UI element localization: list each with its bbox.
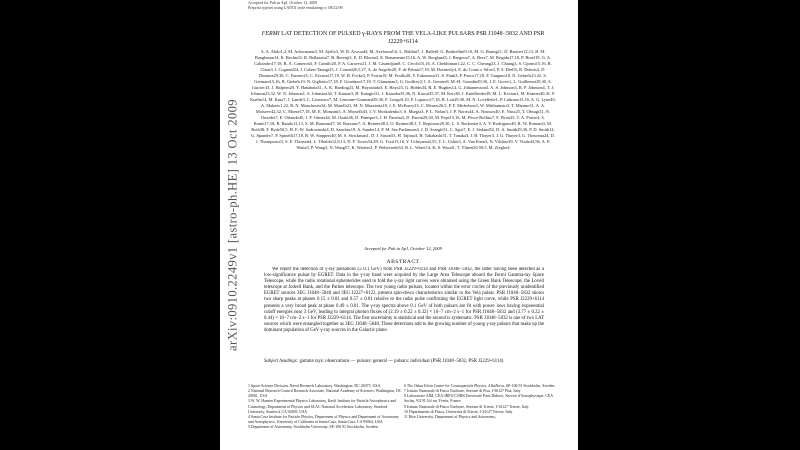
affiliation: 2 National Research Council Research Associate, National Academy of Sciences, Washington, DC 20001, USA xyxy=(248,389,402,399)
arxiv-id: arXiv:0910.2249v1 [astro-ph.HE] 13 Oct 2009 xyxy=(225,99,240,351)
subject-headings-text: gamma rays: observations — pulsars: general — pulsars: individual (PSR J1048−5832, PSR J2229+6114) xyxy=(299,359,504,364)
affiliation: 9 Istituto Nazionale di Fisica Nucleare, Sezione di Trieste, I-34127 Trieste, Italy xyxy=(404,404,529,409)
author-list: A. A. Abdo1,2, M. Ackermann3, M. Ajello3, W. B. Atwood4, M. Axelsson5,6, L. Baldini7, J. Ballet8, G. Barbiellini9,10, M. G. Baring11, D. Bastieri12,13, B. M. Baughman14, K. Bechtol3, R. Bellazzini7, B. Berenji3, E. D. Bloom3, E. Bonamente15,16, A. W. Borgland3, J. Bregeon7, A. Brez7, M. Brigida17,18, P. Bruel19, G. A. Caliandro17,18, R. A. Cameron3, F. Camilo20, P. A. Caraveo21, J. M. Casandjian8, C. Cecchi15,16, A. Chekhtman1,22, C. C. Cheung23, J. Chiang3, S. Ciprini15,16, R. Claus3, I. Cognard24, J. Cohen-Tanugi25, J. Conrad26,5,27, A. de Angelis28, F. de Palma17,18, M. Dormody4, E. do Couto e Silva3, P. S. Drell3, R. Dubois3, D. Dumora29,30, C. Farnier25, C. Favuzzi17,18, W. B. Focke3, P. Fortin19, M. Frailis28, Y. Fukazawa31, S. Funk3, P. Fusco17,18, F. Gargano18, N. Gehrels23,32, S. Germani15,16, B. Giebels19, N. Giglietto17,18, F. Giordano17,18, T. Glanzman3, G. Godfrey3, I. A. Grenier8, M.-H. Grondin29,30, J. E. Grove1, L. Guillemot29,30, S. Guiriec33, J. Halpern20, Y. Hanabata31, A. K. Harding23, M. Hayashida3, E. Hays23, G. Hobbs34, R. E. Hughes14, G. Jóhannesson3, A. S. Johnson3, R. P. Johnson4, T. J. Johnson23,32, W. N. Johnson1, S. Johnston34, T. Kamae3, H. Katagiri31, J. Kataoka35,36, N. Kawai35,37, M. Kerr38, J. Knödlseder39, M. L. Kocian3, M. Kramer40,41, F. Kuehn14, M. Kuss7, J. Lande3, L. Latronico7, M. Lemoine-Goumard29,30, F. Longo9,10, F. Loparco17,18, B. Lott29,30, M. N. Lovellette1, P. Lubrano15,16, A. G. Lyne40, A. Makeev1,22, R. N. Manchester34, M. Marelli21, M. N. Mazziotta18, J. E. McEnery23, C. Meurer26,5, P. F. Michelson3, W. Mitthumsiri3, T. Mizuno31, A. A. Moiseev42,32, C. Monte17,18, M. E. Monzani3, A. Morselli43, I. V. Moskalenko3, S. Murgia3, P. L. Nolan3, J. P. Norris44, A. Noutsos40, E. Nuss25, T. Ohsugi31, N. Omodei7, E. Orlando45, J. F. Ormes44, M. Ozaki46, D. Paneque3, J. H. Panetta3, D. Parent29,30, M. Pepe15,16, M. Pesce-Rollins7, F. Piron25, T. A. Porter4, S. Rainò17,18, R. Rando12,13, S. M. Ransom47, M. Razzano7, A. Reimer48,3, O. Reimer48,3, T. Reposeur29,30, L. S. Rochester3, A. Y. Rodriguez49, R. W. Romani3, M. Roth38, F. Ryde50,5, H. F.-W. Sadrozinski4, D. Sanchez19, A. Sander14, P. M. Saz Parkinson4, J. D. Scargle51, C. Sgrò7, E. J. Siskind52, D. A. Smith29,30, P. D. Smith14, G. Spandre7, P. Spinelli17,18, B. W. Stappers40, M. S. Strickman1, D. J. Suson53, H. Tajima3, H. Takahashi31, T. Tanaka3, J. B. Thayer3, J. G. Thayer3, G. Theureau24, D. J. Thompson23, S. E. Thorsett4, L. Tibaldo12,8,13, D. F. Torres54,49, G. Tosti15,16, Y. Uchiyama3,55, T. L. Usher3, A. Van Etten3, N. Vilchez39, V. Vitale43,56, A. P. Waite3, P. Wang3, N. Wang57, K. Watters3, P. Weltevrede34, B. L. Winer14, K. S. Wood1, T. Ylinen50,58,5, M. Ziegler4 xyxy=(250,49,556,151)
paper-title xyxy=(248,31,558,46)
title-fermi: FERMI xyxy=(261,31,280,37)
title-text: LAT DETECTION OF PULSED γ-RAYS FROM THE VELA-LIKE PULSARS PSR J1048−5832 AND PSR J2229+6114 xyxy=(281,31,545,45)
subject-headings-label: Subject headings: xyxy=(264,359,299,364)
paper-page xyxy=(220,0,578,450)
affiliations-right-column xyxy=(404,384,560,450)
affiliation: 7 Istituto Nazionale di Fisica Nucleare, Sezione di Pisa, I-56127 Pisa, Italy xyxy=(404,389,521,394)
affiliations-left-column xyxy=(248,384,404,450)
affiliation: 1 Space Science Division, Naval Research Laboratory, Washington, DC 20375, USA xyxy=(248,384,381,388)
affiliation: 11 Rice University, Department of Physics and Astronomy, xyxy=(404,414,496,419)
abstract-text: We report the detection of γ-ray pulsations (≥ 0.1 GeV) from PSR J2229+6114 and PSR J1048−5832, the latter having been detected as a low-significance pulsar by EGRET. Data in the γ-ray band were acquired by the Large Area Telescope aboard the Fermi Gamma-ray Space Telescope, while the radio rotational ephemerides used to fold the γ-ray light curves were obtained using the Green Bank Telescope, the Lovell telescope at Jodrell Bank, and the Parkes telescope. The two young radio pulsars, located within the error circles of the previously unidentified EGRET sources 3EG J1048−5840 and 3EG J2227+6122, present spin-down characteristics similar to the Vela pulsar. PSR J1048−5832 shows two sharp peaks at phases 0.15 ± 0.01 and 0.57 ± 0.01 relative to the radio pulse confirming the EGRET light curve, while PSR J2229+6114 presents a very broad peak at phase 0.49 ± 0.01. The γ-ray spectra above 0.1 GeV of both pulsars are fit with power laws having exponential cutoff energies near 3 GeV, leading to integral photon fluxes of (2.19 ± 0.22 ± 0.32) × 10−7 cm−2 s−1 for PSR J1048−5832 and (3.77 ± 0.22 ± 0.44) × 10−7 cm−2 s−1 for PSR J2229+6114. The first uncertainty is statistical and the second is systematic. PSR J1048−5832 is one of two LAT sources which were entangled together as 3EG J1048−5840. These detections add to the growing number of young γ-ray pulsars that make up the dominant population of GeV γ-ray sources in the Galactic plane. xyxy=(264,267,544,333)
affiliation: 3 W. W. Hansen Experimental Physics Laboratory, Kavli Institute for Particle Astrophysics and Cosmology, Department of Physics and SLAC National Accelerator Laboratory, Stanford University, Stanford, CA 94305, USA xyxy=(248,399,397,414)
header-accepted: Accepted for Pub in ApJ, October 12, 2009 xyxy=(248,0,318,5)
subject-headings xyxy=(264,359,544,365)
affiliation: 8 Laboratoire AIM, CEA-IRFU/CNRS/Université Paris Diderot, Service d'Astrophysique, CEA Saclay, 91191 Gif sur Yvette, France xyxy=(404,394,553,404)
affiliation: 4 Santa Cruz Institute for Particle Physics, Department of Physics and Department of Astronomy and Astrophysics, University of California at Santa Cruz, Santa Cruz, CA 95064, USA xyxy=(248,414,399,425)
affiliation: 10 Dipartimento di Fisica, Università di Trieste, I-34127 Trieste, Italy xyxy=(404,409,513,414)
journal-header xyxy=(248,0,343,10)
accepted-note: Accepted for Pub in ApJ, October 12, 2009 xyxy=(364,246,442,251)
affiliation: 6 The Oskar Klein Centre for Cosmoparticle Physics, AlbaNova, SE-106 91 Stockholm, Sweden xyxy=(404,384,555,388)
header-preprint: Preprint typeset using LATEX style emulateapj v. 08/22/09 xyxy=(248,5,343,10)
affiliation: 5 Department of Astronomy, Stockholm University, SE-106 91 Stockholm, Sweden xyxy=(248,425,379,430)
abstract-heading: ABSTRACT xyxy=(386,259,420,265)
arxiv-stamp xyxy=(222,60,244,390)
